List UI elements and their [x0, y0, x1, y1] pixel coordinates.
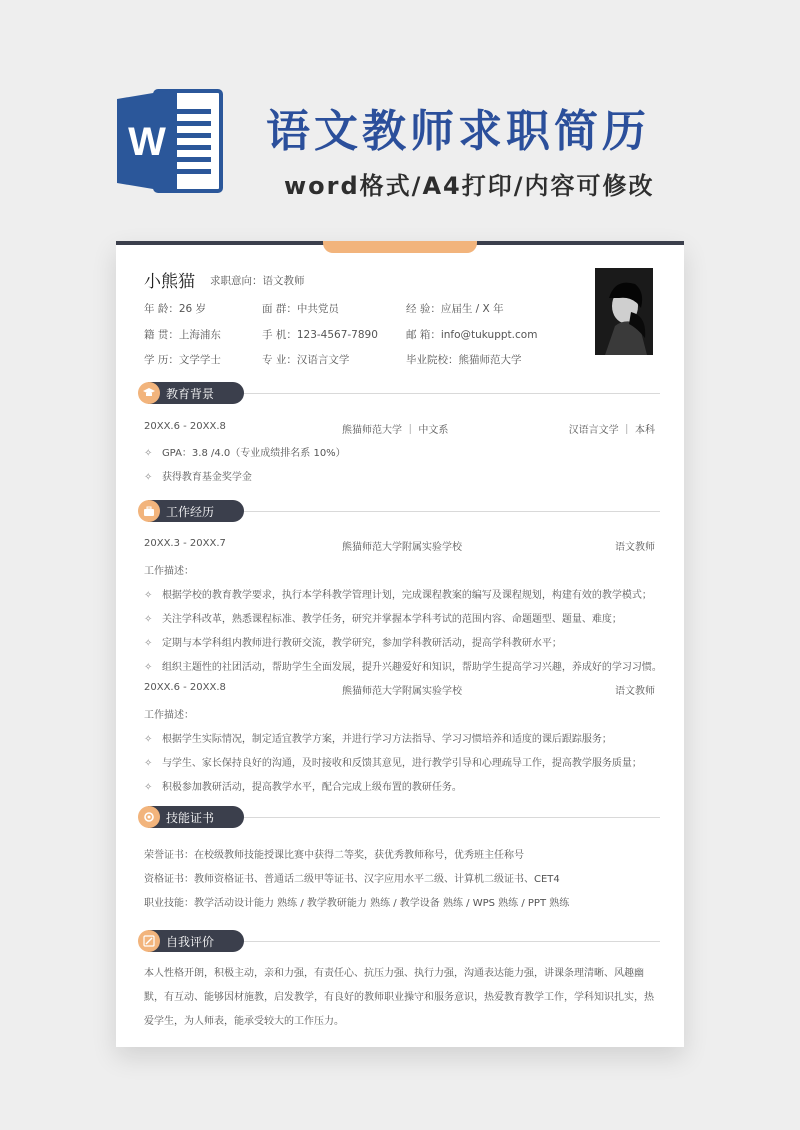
info-political: 面 群：中共党员 [262, 303, 339, 315]
list-item: ✧ 根据学校的教育教学要求，执行本学科教学管理计划，完成课程教案的编写及课程规划，构建有效的教学模式； [144, 590, 652, 601]
job-role: 语文教师 [615, 686, 655, 697]
job-org: 熊猫师范大学附属实验学校 [342, 542, 462, 553]
info-school: 毕业院校：熊猫师范大学 [406, 354, 522, 366]
edu-school: 熊猫师范大学 ｜ 中文系 [342, 425, 449, 436]
banner-subtitle: word格式/A4打印/内容可修改 [284, 172, 655, 200]
skill-certificates: 资格证书：教师资格证书、普通话二级甲等证书、汉字应用水平二级、计算机二级证书、CET4 [144, 874, 560, 885]
list-item: ✧ 根据学生实际情况，制定适宜教学方案，并进行学习方法指导、学习习惯培养和适度的课后跟踪服务； [144, 734, 612, 745]
svg-text:W: W [128, 120, 166, 164]
list-item: ✧ 获得教育基金奖学金 [144, 472, 252, 483]
list-item: ✧ 积极参加教研活动，提高教学水平，配合完成上级布置的教研任务。 [144, 782, 462, 793]
section-header-skills [148, 806, 244, 828]
info-phone: 手 机：123-4567-7890 [262, 329, 378, 341]
section-title: 教育背景 [166, 387, 215, 401]
info-email: 邮 箱：info@tukuppt.com [406, 329, 538, 341]
section-header-self [148, 930, 244, 952]
job-date: 20XX.3 - 20XX.7 [144, 538, 226, 549]
skill-abilities: 职业技能：教学活动设计能力 熟练 / 教学教研能力 熟练 / 教学设备 熟练 / WPS 熟练 / PPT 熟练 [144, 898, 570, 909]
info-experience: 经 验：应届生 / X 年 [406, 303, 504, 315]
list-item: ✧ GPA：3.8 /4.0（专业成绩排名系 10%） [144, 448, 346, 459]
section-header-education [148, 382, 244, 404]
info-age: 年 龄：26 岁 [144, 303, 207, 315]
section-title: 工作经历 [166, 505, 215, 519]
gear-icon [138, 806, 160, 828]
pencil-icon [138, 930, 160, 952]
info-degree: 学 历：文学学士 [144, 354, 221, 366]
edu-date: 20XX.6 - 20XX.8 [144, 421, 226, 432]
info-major: 专 业：汉语言文学 [262, 354, 350, 366]
info-hometown: 籍 贯：上海浦东 [144, 329, 221, 341]
job-date: 20XX.6 - 20XX.8 [144, 682, 226, 693]
job-desc-label: 工作描述： [144, 566, 194, 577]
skill-honors: 荣誉证书：在校级教师技能授课比赛中获得二等奖，获优秀教师称号，优秀班主任称号 [144, 850, 524, 861]
banner-title: 语文教师求职简历 [266, 106, 650, 157]
candidate-name: 小熊猫 [144, 272, 195, 292]
list-item: ✧ 组织主题性的社团活动，帮助学生全面发展，提升兴趣爱好和知识，帮助学生提高学习兴趣，养成好的学习习惯。 [144, 662, 662, 673]
job-org: 熊猫师范大学附属实验学校 [342, 686, 462, 697]
briefcase-icon [138, 500, 160, 522]
list-item: ✧ 与学生、家长保持良好的沟通，及时接收和反馈其意见，进行教学引导和心理疏导工作，提高教学服务质量； [144, 758, 642, 769]
section-header-work [148, 500, 244, 522]
job-desc-label: 工作描述： [144, 710, 194, 721]
job-intent: 求职意向：语文教师 [210, 275, 305, 287]
top-accent-tab [323, 241, 477, 253]
list-item: ✧ 定期与本学科组内教师进行教研交流，教学研究，参加学科教研活动，提高学科教研水平； [144, 638, 562, 649]
self-evaluation-text: 本人性格开朗，积极主动，亲和力强，有责任心、抗压力强、执行力强，沟通表达能力强，讲课条理清晰、风趣幽默，有互动、能够因材施教，启发教学，有良好的教师职业操守和服务意识，热爱教育教学工作，学科知识扎实，热爱学生，为人师表，能承受较大的工作压力。 [144, 968, 654, 1027]
word-document-icon [117, 85, 229, 197]
profile-photo [595, 268, 653, 355]
graduation-cap-icon [138, 382, 160, 404]
edu-major: 汉语言文学 ｜ 本科 [568, 425, 655, 436]
list-item: ✧ 关注学科改革，熟悉课程标准、教学任务，研究并掌握本学科考试的范围内容、命题题型、题量、难度； [144, 614, 622, 625]
resume-page [116, 241, 684, 1047]
section-title: 技能证书 [166, 811, 215, 825]
section-title: 自我评价 [166, 935, 215, 949]
job-role: 语文教师 [615, 542, 655, 553]
